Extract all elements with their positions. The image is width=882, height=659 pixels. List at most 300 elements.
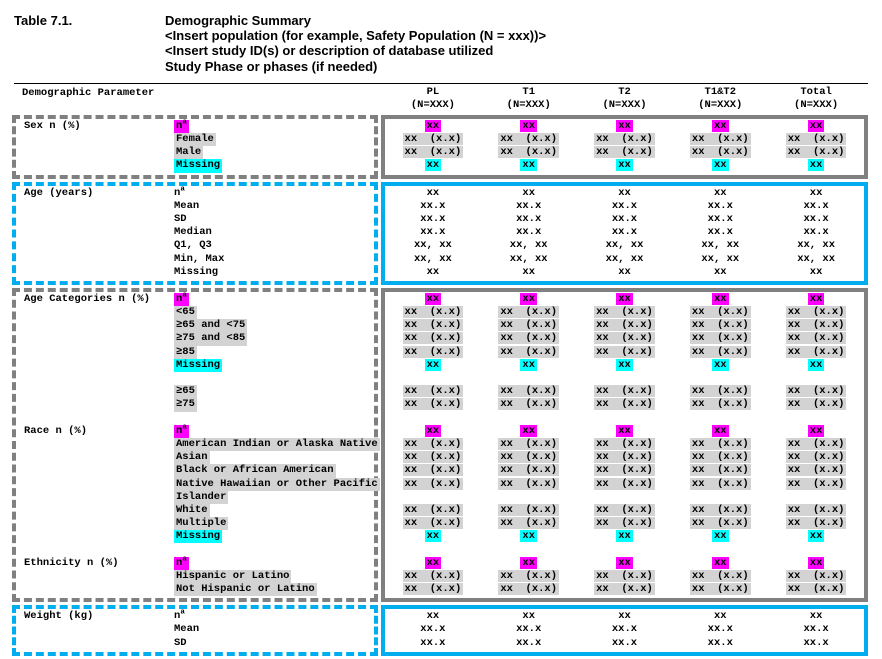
data-row: [385, 226, 864, 239]
data-row: [385, 146, 864, 159]
label-row: [24, 266, 374, 279]
label-row: [24, 623, 374, 636]
data-cell: [481, 517, 577, 530]
placeholder-value: xx (x.x): [500, 133, 558, 145]
placeholder-value: xx: [426, 292, 440, 305]
age-label-box: [12, 182, 378, 285]
placeholder-value: xx: [809, 159, 823, 172]
placeholder-value: xx: [426, 119, 440, 132]
label-row: [24, 293, 374, 306]
data-cell: [385, 372, 481, 385]
data-cell: [577, 306, 673, 319]
band-age: [12, 182, 882, 285]
placeholder-value: xx (x.x): [691, 517, 749, 530]
data-cell: [481, 120, 577, 133]
parameter-name: [24, 385, 174, 398]
placeholder-value: xx.x: [420, 226, 446, 239]
data-row: [385, 332, 864, 345]
parameter-name: [24, 372, 174, 385]
sub-label-text: Islander: [176, 490, 227, 503]
sub-label: [174, 583, 317, 596]
placeholder-value: xx: [809, 610, 823, 623]
data-row: [385, 464, 864, 477]
sub-label-text: Female: [176, 133, 214, 145]
data-cell: [577, 478, 673, 491]
sub-label: [174, 293, 189, 306]
data-row: [385, 398, 864, 411]
data-row: [385, 266, 864, 279]
data-cell: [577, 187, 673, 200]
data-cell: [577, 517, 673, 530]
sub-label: [174, 623, 199, 636]
placeholder-value: xx: [809, 186, 823, 199]
sub-label: [174, 266, 218, 279]
column-n-count: (N=XXX): [698, 98, 743, 111]
label-row: [24, 557, 374, 570]
placeholder-value: xx (x.x): [691, 133, 749, 145]
placeholder-value: xx (x.x): [404, 464, 462, 477]
placeholder-value: xx: [809, 358, 823, 371]
data-cell: [768, 425, 864, 438]
data-cell: [768, 306, 864, 319]
sub-label: [174, 226, 212, 239]
placeholder-value: xx: [713, 424, 727, 437]
parameter-name: [24, 623, 174, 636]
sex-label-box: [12, 115, 378, 179]
data-cell: [481, 306, 577, 319]
placeholder-value: xx: [426, 530, 440, 543]
data-cell: [385, 332, 481, 345]
placeholder-value: xx.x: [803, 212, 829, 225]
label-row: [24, 477, 378, 491]
data-cell: [385, 213, 481, 226]
placeholder-value: xx (x.x): [404, 332, 462, 345]
placeholder-value: xx (x.x): [596, 306, 653, 319]
data-cell: [385, 491, 481, 504]
data-cell: [577, 530, 673, 543]
placeholder-value: xx (x.x): [691, 451, 749, 464]
data-cell: [672, 530, 768, 543]
placeholder-value: xx: [618, 424, 631, 437]
placeholder-value: xx (x.x): [787, 306, 845, 319]
data-row: [385, 478, 864, 491]
label-row: [24, 213, 374, 226]
placeholder-value: xx (x.x): [596, 146, 653, 159]
data-cell: [672, 346, 768, 359]
placeholder-value: xx (x.x): [787, 133, 845, 145]
column-label: Total: [800, 85, 832, 98]
parameter-name: [24, 213, 174, 226]
band-weight: [12, 605, 882, 656]
data-cell: [672, 293, 768, 306]
placeholder-value: xx.x: [803, 199, 829, 212]
placeholder-value: xx: [618, 186, 631, 199]
placeholder-value: xx.x: [803, 636, 829, 649]
placeholder-value: xx (x.x): [691, 319, 749, 332]
categorical-data-box: [381, 288, 868, 602]
placeholder-value: xx, xx: [509, 239, 548, 252]
data-row: [385, 253, 864, 266]
column-header-t1-t2: [672, 86, 768, 112]
data-row: [385, 583, 864, 596]
sub-label-text: n: [176, 119, 183, 132]
placeholder-value: xx.x: [516, 199, 542, 212]
sub-label: [174, 438, 380, 451]
data-cell: [481, 372, 577, 385]
placeholder-value: xx (x.x): [787, 398, 845, 411]
column-label: T1: [522, 85, 535, 98]
data-cell: [481, 530, 577, 543]
footnote-marker: a: [182, 291, 187, 300]
data-cell: [672, 504, 768, 517]
data-row: [385, 570, 864, 583]
placeholder-value: xx.x: [803, 623, 829, 636]
data-row: [385, 517, 864, 530]
data-cell: [672, 332, 768, 345]
data-cell: [481, 478, 577, 491]
placeholder-value: xx, xx: [701, 239, 740, 252]
data-cell: [768, 332, 864, 345]
data-cell: [481, 504, 577, 517]
placeholder-value: xx, xx: [797, 252, 835, 265]
data-cell: [385, 451, 481, 464]
sub-label: [174, 517, 228, 530]
placeholder-value: xx: [618, 292, 631, 305]
data-cell: [672, 239, 768, 252]
sex-data-box: [381, 115, 868, 179]
placeholder-value: xx (x.x): [787, 477, 845, 490]
placeholder-value: xx.x: [707, 199, 733, 212]
data-cell: [385, 583, 481, 596]
placeholder-value: xx (x.x): [404, 569, 462, 582]
placeholder-value: xx: [522, 159, 535, 172]
placeholder-value: xx.x: [516, 623, 542, 636]
data-row: [385, 438, 864, 451]
data-cell: [385, 385, 481, 398]
label-row: [24, 425, 374, 438]
parameter-name: [24, 319, 174, 332]
title-block: [0, 0, 882, 74]
placeholder-value: xx (x.x): [500, 583, 558, 595]
data-cell: [672, 637, 768, 650]
placeholder-value: xx (x.x): [404, 319, 462, 332]
data-cell: [577, 213, 673, 226]
data-cell: [577, 464, 673, 477]
placeholder-value: xx (x.x): [596, 464, 653, 477]
sub-label-text: Min, Max: [174, 252, 225, 265]
placeholder-value: xx (x.x): [500, 146, 558, 159]
placeholder-value: xx (x.x): [404, 437, 462, 450]
parameter-name: Sex n (%): [24, 119, 81, 132]
sub-label-text: White: [176, 503, 208, 516]
sub-label: [174, 200, 199, 213]
data-cell: [385, 623, 481, 636]
data-cell: [577, 120, 673, 133]
data-row: [385, 385, 864, 398]
weight-data-box: [381, 605, 868, 656]
data-cell: [385, 293, 481, 306]
data-cell: [768, 517, 864, 530]
sub-label-text: SD: [174, 636, 187, 649]
label-row: [24, 372, 374, 385]
placeholder-value: xx: [522, 292, 535, 305]
placeholder-value: xx (x.x): [596, 437, 653, 450]
label-row: [24, 359, 374, 372]
parameter-name: [24, 346, 174, 359]
data-cell: [577, 359, 673, 372]
placeholder-value: xx.x: [611, 226, 638, 239]
data-cell: [672, 491, 768, 504]
data-cell: [481, 332, 577, 345]
placeholder-value: xx (x.x): [787, 503, 845, 516]
data-cell: [768, 557, 864, 570]
data-row: [385, 133, 864, 146]
placeholder-value: xx (x.x): [500, 306, 558, 319]
data-row: [385, 120, 864, 133]
column-label: T2: [618, 85, 631, 98]
placeholder-value: xx.x: [611, 636, 638, 649]
placeholder-value: xx (x.x): [404, 451, 462, 464]
data-cell: [577, 133, 673, 146]
placeholder-value: xx (x.x): [596, 385, 653, 398]
sub-label: [174, 491, 228, 504]
data-cell: [577, 346, 673, 359]
placeholder-value: xx (x.x): [500, 437, 558, 450]
data-cell: [768, 610, 864, 623]
data-row: [385, 159, 864, 172]
placeholder-value: xx (x.x): [596, 451, 653, 464]
sub-label: [174, 504, 210, 517]
placeholder-value: xx (x.x): [596, 319, 653, 332]
band-sex: [12, 115, 882, 179]
data-cell: [672, 372, 768, 385]
parameter-name: [24, 239, 174, 252]
placeholder-value: xx, xx: [413, 252, 452, 265]
placeholder-value: xx: [713, 610, 727, 623]
placeholder-value: xx (x.x): [596, 517, 653, 530]
data-cell: [577, 239, 673, 252]
label-row: [24, 412, 374, 425]
placeholder-value: xx (x.x): [691, 569, 749, 582]
label-row: [24, 570, 374, 583]
parameter-name: [24, 570, 174, 583]
sub-label: [174, 637, 187, 650]
categorical-label-box: [12, 288, 378, 602]
placeholder-value: xx (x.x): [691, 306, 749, 319]
parameter-name: Weight (kg): [24, 610, 94, 623]
data-cell: [577, 543, 673, 556]
placeholder-value: xx (x.x): [596, 398, 653, 411]
placeholder-value: xx: [426, 424, 440, 437]
placeholder-value: xx (x.x): [596, 583, 653, 595]
placeholder-value: xx (x.x): [787, 437, 845, 450]
data-cell: [577, 293, 673, 306]
sub-label-text: Missing: [176, 530, 221, 543]
data-row: [385, 213, 864, 226]
sub-label-text: Hispanic or Latino: [176, 569, 290, 582]
data-cell: [385, 517, 481, 530]
data-row: [385, 239, 864, 252]
placeholder-value: xx (x.x): [596, 569, 653, 582]
data-cell: [385, 610, 481, 623]
parameter-name: [24, 146, 174, 159]
data-cell: [577, 557, 673, 570]
data-cell: [481, 266, 577, 279]
data-cell: [768, 159, 864, 172]
data-cell: [672, 610, 768, 623]
data-cell: [577, 412, 673, 425]
placeholder-value: xx (x.x): [787, 569, 845, 582]
placeholder-value: xx: [522, 265, 535, 278]
data-cell: [481, 359, 577, 372]
placeholder-value: xx: [809, 530, 823, 543]
data-cell: [768, 187, 864, 200]
placeholder-value: xx.x: [420, 623, 446, 636]
placeholder-value: xx.x: [611, 623, 638, 636]
data-cell: [481, 464, 577, 477]
placeholder-value: xx: [426, 159, 440, 172]
placeholder-value: xx (x.x): [404, 517, 462, 530]
label-row: [24, 319, 374, 332]
data-cell: [577, 372, 673, 385]
column-n-count: (N=XXX): [794, 98, 839, 111]
placeholder-value: xx (x.x): [787, 345, 845, 358]
data-cell: [577, 226, 673, 239]
data-cell: [768, 253, 864, 266]
data-row: [385, 359, 864, 372]
placeholder-value: xx: [426, 265, 440, 278]
placeholder-value: xx.x: [420, 199, 446, 212]
data-cell: [672, 133, 768, 146]
data-row: [385, 306, 864, 319]
footnote-marker: a: [180, 185, 185, 194]
data-cell: [481, 213, 577, 226]
data-cell: [385, 557, 481, 570]
data-cell: [672, 412, 768, 425]
data-cell: [481, 491, 577, 504]
placeholder-value: xx (x.x): [691, 146, 749, 159]
parameter-name: [24, 504, 174, 517]
column-label: T1&T2: [704, 85, 737, 98]
label-row: [24, 385, 374, 398]
data-cell: [481, 438, 577, 451]
data-cell: [768, 504, 864, 517]
label-row: [24, 159, 374, 172]
data-row: [385, 293, 864, 306]
placeholder-value: xx: [522, 119, 535, 132]
parameter-name: [24, 438, 174, 451]
data-cell: [481, 239, 577, 252]
placeholder-value: xx: [426, 556, 440, 569]
data-cell: [385, 253, 481, 266]
placeholder-value: xx, xx: [413, 239, 452, 252]
data-row: [385, 319, 864, 332]
data-cell: [768, 623, 864, 636]
sub-label: [174, 332, 247, 345]
parameter-name: [24, 200, 174, 213]
data-cell: [768, 543, 864, 556]
sub-label-text: Missing: [176, 159, 221, 172]
label-row: [24, 610, 374, 623]
parameter-name: [24, 306, 174, 319]
data-cell: [672, 398, 768, 411]
title-line-4: Study Phase or phases (if needed): [165, 58, 378, 74]
label-row: [24, 504, 374, 517]
sub-label: [174, 359, 222, 372]
weight-label-box: [12, 605, 378, 656]
band-categorical: [12, 288, 882, 602]
sub-label-text: Asian: [176, 451, 208, 464]
placeholder-value: xx.x: [803, 226, 829, 239]
sub-label: [174, 159, 222, 172]
placeholder-value: xx (x.x): [404, 306, 462, 319]
placeholder-value: xx (x.x): [404, 477, 462, 490]
data-cell: [385, 120, 481, 133]
data-row: [385, 557, 864, 570]
placeholder-value: xx (x.x): [691, 437, 749, 450]
parameter-name: [24, 398, 174, 411]
parameter-name: Age (years): [24, 186, 94, 199]
data-cell: [481, 451, 577, 464]
placeholder-value: xx: [809, 424, 823, 437]
placeholder-value: xx, xx: [605, 239, 644, 252]
sub-label-text: Mean: [174, 623, 200, 636]
data-cell: [577, 385, 673, 398]
parameter-name: [24, 226, 174, 239]
placeholder-value: xx: [618, 265, 631, 278]
placeholder-value: xx.x: [611, 212, 638, 225]
sub-label: [174, 319, 247, 332]
label-row: [24, 464, 374, 477]
parameter-name: [24, 517, 174, 530]
data-cell: [577, 253, 673, 266]
data-cell: [577, 266, 673, 279]
data-row: [385, 412, 864, 425]
data-cell: [385, 200, 481, 213]
placeholder-value: xx (x.x): [500, 385, 558, 398]
placeholder-value: xx (x.x): [787, 517, 845, 530]
placeholder-value: xx (x.x): [596, 133, 653, 145]
title-line-3: <Insert study ID(s) or description of database utilized: [165, 43, 494, 59]
placeholder-value: xx.x: [707, 212, 733, 225]
placeholder-value: xx (x.x): [691, 332, 749, 345]
data-cell: [577, 570, 673, 583]
sub-label: [174, 570, 291, 583]
data-cell: [672, 464, 768, 477]
data-cell: [385, 438, 481, 451]
parameter-name: [24, 159, 174, 172]
data-cell: [385, 159, 481, 172]
data-cell: [385, 637, 481, 650]
footnote-marker: a: [182, 118, 187, 127]
data-cell: [768, 239, 864, 252]
footnote-marker: a: [180, 608, 185, 617]
data-cell: [672, 226, 768, 239]
column-header-pl: [385, 86, 481, 112]
placeholder-value: xx, xx: [605, 252, 644, 265]
data-row: [385, 530, 864, 543]
data-cell: [768, 530, 864, 543]
placeholder-value: xx (x.x): [404, 146, 462, 159]
sub-label-text: Missing: [174, 265, 219, 278]
parameter-name: [24, 464, 174, 477]
data-cell: [672, 213, 768, 226]
placeholder-value: xx: [522, 530, 535, 543]
data-cell: [768, 583, 864, 596]
label-row: [24, 146, 374, 159]
data-cell: [768, 133, 864, 146]
data-cell: [481, 570, 577, 583]
